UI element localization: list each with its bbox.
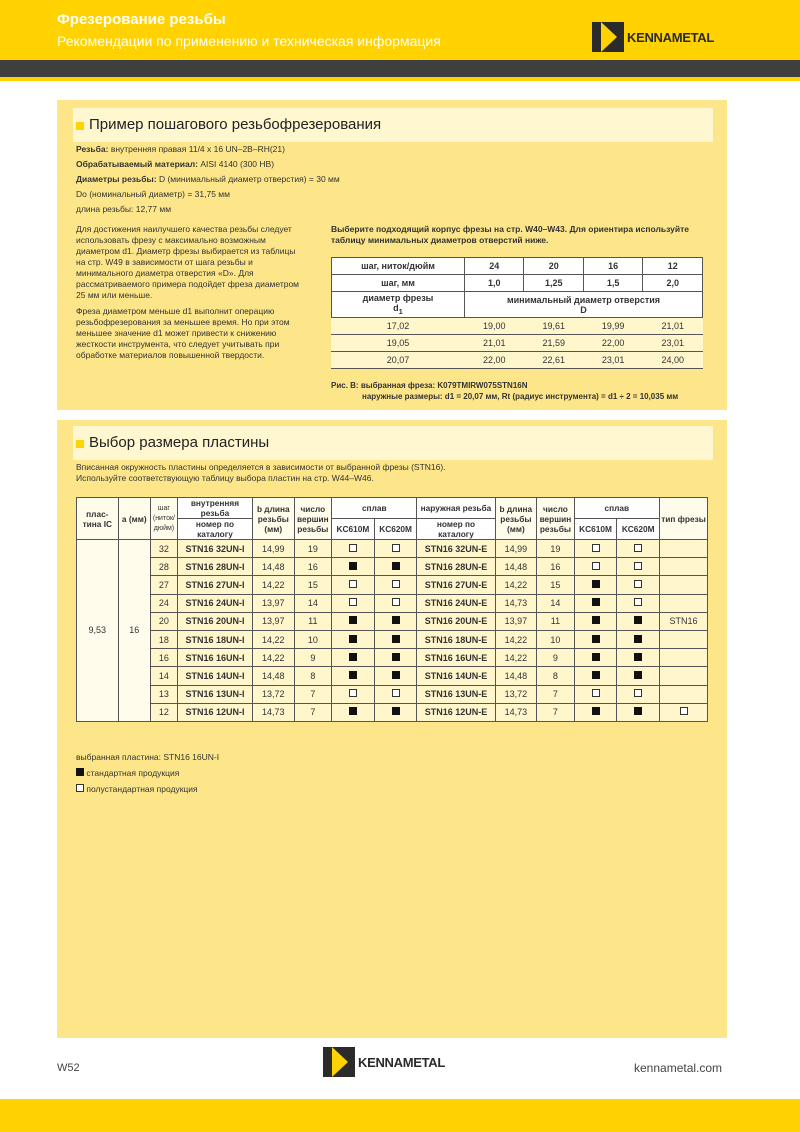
tpi-cell: 12 bbox=[150, 703, 177, 721]
catalog-header: номер по каталогу bbox=[177, 519, 252, 540]
figure-caption: Рис. B: выбранная фреза: K079TMIRW075STN16N bbox=[331, 381, 528, 390]
pitch-cell: 1,5 bbox=[583, 275, 642, 292]
teeth-cell: 7 bbox=[294, 703, 331, 721]
alloy-availability-cell bbox=[574, 630, 617, 648]
internal-thread-header: внутренняя резьба bbox=[177, 498, 252, 519]
length-cell: 13,72 bbox=[252, 685, 294, 703]
filled-square-icon bbox=[634, 671, 642, 679]
teeth-cell: 14 bbox=[294, 594, 331, 612]
table-cell: 19,99 bbox=[583, 318, 642, 335]
section2-intro bbox=[76, 462, 696, 484]
header-text: d bbox=[393, 302, 399, 313]
alloy-availability-cell bbox=[617, 594, 660, 612]
table-cell: 19,00 bbox=[465, 318, 524, 335]
catalog-number-cell: STN16 16UN-I bbox=[177, 649, 252, 667]
alloy-availability-cell bbox=[374, 649, 417, 667]
kc620m-header: KC620M bbox=[617, 519, 660, 540]
alloy-availability-cell bbox=[374, 540, 417, 558]
kennametal-k-icon bbox=[592, 22, 624, 52]
alloy-availability-cell bbox=[617, 630, 660, 648]
pitch-cell: 1,0 bbox=[465, 275, 524, 292]
empty-square-icon bbox=[349, 544, 357, 552]
empty-square-icon bbox=[392, 598, 400, 606]
header-text: диаметр фрезы bbox=[362, 292, 434, 303]
table-cell: 22,61 bbox=[524, 352, 583, 369]
catalog-number-cell: STN16 14UN-I bbox=[177, 667, 252, 685]
alloy-availability-cell bbox=[374, 558, 417, 576]
alloy-availability-cell bbox=[374, 612, 417, 630]
header-stripe bbox=[0, 77, 800, 81]
table-cell: 19,61 bbox=[524, 318, 583, 335]
length-cell: 14,48 bbox=[252, 558, 294, 576]
empty-square-icon bbox=[634, 562, 642, 570]
tpi-cell: 16 bbox=[150, 649, 177, 667]
empty-square-icon bbox=[392, 580, 400, 588]
intro-line: Используйте соответствующую таблицу выбора пластин на стр. W44–W46. bbox=[76, 473, 374, 483]
bullet-square-icon bbox=[76, 440, 84, 448]
filled-square-icon bbox=[392, 616, 400, 624]
external-thread-header: наружная резьба bbox=[417, 498, 495, 519]
min-diameter-table bbox=[331, 257, 703, 369]
catalog-number-cell: STN16 27UN-E bbox=[417, 576, 495, 594]
alloy-availability-cell bbox=[332, 685, 375, 703]
selected-insert-note: выбранная пластина: STN16 16UN-I bbox=[76, 752, 220, 762]
length-cell: 14,73 bbox=[252, 703, 294, 721]
empty-square-icon bbox=[592, 544, 600, 552]
length-cell: 14,22 bbox=[495, 576, 537, 594]
teeth-cell: 16 bbox=[294, 558, 331, 576]
catalog-number-cell: STN16 32UN-E bbox=[417, 540, 495, 558]
filled-square-icon bbox=[349, 653, 357, 661]
alloy-availability-cell bbox=[617, 558, 660, 576]
empty-square-icon bbox=[592, 562, 600, 570]
length-cell: 14,48 bbox=[495, 667, 537, 685]
alloy-availability-cell bbox=[574, 649, 617, 667]
filled-square-icon bbox=[592, 653, 600, 661]
col-teeth-header: число вершин резьбы bbox=[537, 498, 574, 540]
insert-selection-table bbox=[76, 497, 708, 722]
alloy-availability-cell bbox=[332, 667, 375, 685]
col-ic-header: плас-тина IC bbox=[77, 498, 119, 540]
length-cell: 14,99 bbox=[495, 540, 537, 558]
filled-square-icon bbox=[392, 635, 400, 643]
alloy-availability-cell bbox=[332, 703, 375, 721]
alloy-availability-cell bbox=[332, 612, 375, 630]
table-row bbox=[77, 630, 708, 648]
tpi-cell: 16 bbox=[583, 258, 642, 275]
header-title: Фрезерование резьбы bbox=[57, 11, 226, 28]
length-cell: 14,99 bbox=[252, 540, 294, 558]
teeth-cell: 7 bbox=[537, 685, 574, 703]
alloy-availability-cell bbox=[374, 667, 417, 685]
table-intro: Выберите подходящий корпус фрезы на стр. W40–W43. Для ориентира используйте таблицу минимальных диаметров отверстий ниже. bbox=[331, 224, 689, 245]
tpi-cell: 20 bbox=[150, 612, 177, 630]
legend-semistandard bbox=[76, 784, 198, 795]
empty-square-icon bbox=[634, 580, 642, 588]
alloy-availability-cell bbox=[574, 558, 617, 576]
logo-text: KENNAMETAL bbox=[358, 1054, 446, 1070]
col-b-header: b длина резьбы (мм) bbox=[495, 498, 537, 540]
tpi-cell: 32 bbox=[150, 540, 177, 558]
cutter-type-cell bbox=[660, 594, 708, 612]
col-step-header: шаг (ниток/ дюйм) bbox=[150, 498, 177, 540]
table-row bbox=[77, 685, 708, 703]
alloy-availability-cell bbox=[332, 630, 375, 648]
teeth-cell: 11 bbox=[537, 612, 574, 630]
footer-kennametal-logo bbox=[323, 1047, 445, 1077]
length-cell: 14,22 bbox=[252, 576, 294, 594]
alloy-availability-cell bbox=[332, 594, 375, 612]
catalog-number-cell: STN16 32UN-I bbox=[177, 540, 252, 558]
table-row bbox=[77, 558, 708, 576]
footer-band bbox=[0, 1099, 800, 1132]
alloy-availability-cell bbox=[574, 594, 617, 612]
teeth-cell: 7 bbox=[537, 703, 574, 721]
kc610m-header: KC610M bbox=[574, 519, 617, 540]
table-row bbox=[77, 540, 708, 558]
header-subtitle: Рекомендации по применению и техническая информация bbox=[57, 33, 441, 49]
catalog-number-cell: STN16 13UN-I bbox=[177, 685, 252, 703]
table-row bbox=[77, 612, 708, 630]
table-row bbox=[77, 703, 708, 721]
cutter-type-cell bbox=[660, 630, 708, 648]
filled-square-icon bbox=[592, 707, 600, 715]
section2-header bbox=[73, 426, 713, 460]
row-label: шаг, ниток/дюйм bbox=[332, 258, 465, 275]
catalog-number-cell: STN16 20UN-E bbox=[417, 612, 495, 630]
empty-square-icon bbox=[634, 544, 642, 552]
filled-square-icon bbox=[592, 580, 600, 588]
filled-square-icon bbox=[592, 635, 600, 643]
length-cell: 14,48 bbox=[252, 667, 294, 685]
table-row bbox=[77, 667, 708, 685]
length-cell: 14,73 bbox=[495, 703, 537, 721]
tpi-cell: 18 bbox=[150, 630, 177, 648]
empty-square-icon bbox=[349, 689, 357, 697]
row-label: шаг, мм bbox=[332, 275, 465, 292]
ic-cell: 9,53 bbox=[77, 540, 119, 722]
alloy-availability-cell bbox=[617, 576, 660, 594]
tpi-cell: 20 bbox=[524, 258, 583, 275]
filled-square-icon bbox=[634, 653, 642, 661]
empty-square-icon bbox=[634, 598, 642, 606]
alloy-availability-cell bbox=[374, 576, 417, 594]
alloy-availability-cell bbox=[332, 576, 375, 594]
length-cell: 13,97 bbox=[252, 594, 294, 612]
teeth-cell: 15 bbox=[294, 576, 331, 594]
logo-text: KENNAMETAL bbox=[627, 29, 715, 45]
alloy-availability-cell bbox=[374, 594, 417, 612]
empty-square-icon bbox=[592, 689, 600, 697]
bullet-square-icon bbox=[76, 122, 84, 130]
length-cell: 14,22 bbox=[252, 630, 294, 648]
teeth-cell: 14 bbox=[537, 594, 574, 612]
catalog-number-cell: STN16 24UN-I bbox=[177, 594, 252, 612]
teeth-cell: 19 bbox=[537, 540, 574, 558]
filled-square-icon bbox=[349, 635, 357, 643]
thread-specs bbox=[76, 142, 340, 217]
header-subscript: 1 bbox=[398, 306, 403, 316]
catalog-number-cell: STN16 18UN-E bbox=[417, 630, 495, 648]
empty-square-icon bbox=[349, 580, 357, 588]
teeth-cell: 8 bbox=[537, 667, 574, 685]
alloy-availability-cell bbox=[332, 649, 375, 667]
table-cell: 21,01 bbox=[465, 335, 524, 352]
legend-text: полустандартная продукция bbox=[86, 784, 198, 794]
alloy-header: сплав bbox=[332, 498, 417, 519]
catalog-number-cell: STN16 13UN-E bbox=[417, 685, 495, 703]
min-hole-header bbox=[465, 292, 703, 318]
kc610m-header: KC610M bbox=[332, 519, 375, 540]
filled-square-icon bbox=[349, 562, 357, 570]
col-b-header: b длина резьбы (мм) bbox=[252, 498, 294, 540]
empty-square-icon bbox=[634, 689, 642, 697]
col-a-header: a (мм) bbox=[118, 498, 150, 540]
table-cell: 21,59 bbox=[524, 335, 583, 352]
table-cell: 23,01 bbox=[643, 335, 703, 352]
catalog-number-cell: STN16 27UN-I bbox=[177, 576, 252, 594]
empty-square-icon bbox=[76, 784, 84, 792]
filled-square-icon bbox=[349, 671, 357, 679]
figure-caption-2: наружные размеры: d1 = 20,07 мм, Rt (радиус инструмента) = d1 ÷ 2 = 10,035 мм bbox=[362, 392, 679, 401]
cutter-type-cell: STN16 bbox=[660, 612, 708, 630]
filled-square-icon bbox=[592, 671, 600, 679]
cutter-type-cell bbox=[660, 576, 708, 594]
legend-text: стандартная продукция bbox=[86, 768, 180, 778]
pitch-cell: 2,0 bbox=[643, 275, 703, 292]
length-cell: 14,73 bbox=[495, 594, 537, 612]
teeth-cell: 11 bbox=[294, 612, 331, 630]
filled-square-icon bbox=[634, 635, 642, 643]
spec-value: длина резьбы: 12,77 мм bbox=[76, 204, 172, 214]
catalog-number-cell: STN16 16UN-E bbox=[417, 649, 495, 667]
alloy-availability-cell bbox=[617, 685, 660, 703]
cutter-type-cell bbox=[660, 540, 708, 558]
teeth-cell: 16 bbox=[537, 558, 574, 576]
table-row bbox=[77, 649, 708, 667]
alloy-availability-cell bbox=[574, 576, 617, 594]
catalog-header: номер по каталогу bbox=[417, 519, 495, 540]
spec-label: Резьба: bbox=[76, 144, 109, 154]
table-cell: 24,00 bbox=[643, 352, 703, 369]
alloy-availability-cell bbox=[374, 685, 417, 703]
tpi-cell: 12 bbox=[643, 258, 703, 275]
kc620m-header: KC620M bbox=[374, 519, 417, 540]
section2-title: Выбор размера пластины bbox=[89, 434, 270, 451]
filled-square-icon bbox=[349, 707, 357, 715]
length-cell: 14,22 bbox=[252, 649, 294, 667]
length-cell: 13,97 bbox=[495, 612, 537, 630]
teeth-cell: 9 bbox=[294, 649, 331, 667]
catalog-number-cell: STN16 28UN-E bbox=[417, 558, 495, 576]
alloy-availability-cell bbox=[574, 540, 617, 558]
table-cell: 17,02 bbox=[332, 318, 465, 335]
filled-square-icon bbox=[392, 653, 400, 661]
filled-square-icon bbox=[634, 707, 642, 715]
table-row bbox=[77, 576, 708, 594]
empty-square-icon bbox=[392, 544, 400, 552]
teeth-cell: 8 bbox=[294, 667, 331, 685]
alloy-availability-cell bbox=[332, 540, 375, 558]
table-cell: 19,05 bbox=[332, 335, 465, 352]
table-cell: 21,01 bbox=[643, 318, 703, 335]
header-divider bbox=[0, 60, 800, 77]
alloy-availability-cell bbox=[617, 703, 660, 721]
paragraph-1: Для достижения наилучшего качества резьбы следует использовать фрезу с максимально возможным диаметром d1. Диаметр фрезы выбирается из таблицы на стр. W49 в зависимости от шага резьбы и минимального диаметра отверстия «D». Для рассматриваемого примера подойдет фреза диаметром 25 мм или меньше. bbox=[76, 224, 300, 300]
alloy-header: сплав bbox=[574, 498, 659, 519]
catalog-number-cell: STN16 12UN-E bbox=[417, 703, 495, 721]
col-teeth-header: число вершин резьбы bbox=[294, 498, 331, 540]
length-cell: 13,97 bbox=[252, 612, 294, 630]
table-cell: 22,00 bbox=[583, 335, 642, 352]
alloy-availability-cell bbox=[574, 703, 617, 721]
filled-square-icon bbox=[392, 562, 400, 570]
teeth-cell: 15 bbox=[537, 576, 574, 594]
alloy-availability-cell bbox=[374, 630, 417, 648]
col-type-header: тип фрезы bbox=[660, 498, 708, 540]
filled-square-icon bbox=[592, 616, 600, 624]
alloy-availability-cell bbox=[617, 540, 660, 558]
section1-title: Пример пошагового резьбофрезерования bbox=[89, 116, 382, 133]
alloy-availability-cell bbox=[617, 667, 660, 685]
alloy-availability-cell bbox=[660, 703, 708, 721]
kennametal-logo bbox=[592, 22, 714, 52]
alloy-availability-cell bbox=[332, 558, 375, 576]
pitch-cell: 1,25 bbox=[524, 275, 583, 292]
tpi-cell: 24 bbox=[465, 258, 524, 275]
tpi-cell: 13 bbox=[150, 685, 177, 703]
catalog-number-cell: STN16 28UN-I bbox=[177, 558, 252, 576]
catalog-number-cell: STN16 20UN-I bbox=[177, 612, 252, 630]
a-cell: 16 bbox=[118, 540, 150, 722]
empty-square-icon bbox=[349, 598, 357, 606]
alloy-availability-cell bbox=[617, 649, 660, 667]
cutter-type-cell bbox=[660, 558, 708, 576]
cutter-type-cell bbox=[660, 649, 708, 667]
spec-label: Диаметры резьбы: bbox=[76, 174, 157, 184]
cutter-type-cell bbox=[660, 667, 708, 685]
length-cell: 14,22 bbox=[495, 649, 537, 667]
teeth-cell: 7 bbox=[294, 685, 331, 703]
tpi-cell: 27 bbox=[150, 576, 177, 594]
tpi-cell: 24 bbox=[150, 594, 177, 612]
filled-square-icon bbox=[76, 768, 84, 776]
alloy-availability-cell bbox=[574, 685, 617, 703]
legend-standard bbox=[76, 768, 179, 779]
filled-square-icon bbox=[392, 671, 400, 679]
header-text: D bbox=[580, 304, 587, 315]
header-band bbox=[0, 0, 800, 60]
table-cell: 23,01 bbox=[583, 352, 642, 369]
filled-square-icon bbox=[349, 616, 357, 624]
alloy-availability-cell bbox=[374, 703, 417, 721]
table-cell: 22,00 bbox=[465, 352, 524, 369]
empty-square-icon bbox=[392, 689, 400, 697]
tpi-cell: 28 bbox=[150, 558, 177, 576]
filled-square-icon bbox=[392, 707, 400, 715]
alloy-availability-cell bbox=[574, 667, 617, 685]
length-cell: 14,48 bbox=[495, 558, 537, 576]
tpi-cell: 14 bbox=[150, 667, 177, 685]
section1-header bbox=[73, 108, 713, 142]
alloy-availability-cell bbox=[574, 612, 617, 630]
spec-value: D (минимальный диаметр отверстия) = 30 мм bbox=[156, 174, 340, 184]
teeth-cell: 9 bbox=[537, 649, 574, 667]
spec-value: внутренняя правая 11/4 x 16 UN–2B–RH(21) bbox=[108, 144, 285, 154]
intro-line: Вписанная окружность пластины определяется в зависимости от выбранной фрезы (STN16). bbox=[76, 462, 446, 472]
catalog-number-cell: STN16 14UN-E bbox=[417, 667, 495, 685]
header-text: минимальный диаметр отверстия bbox=[506, 294, 661, 305]
paragraph-2: Фреза диаметром меньше d1 выполнит операцию резьбофрезерования за меньшее время. Но при этом меньшее значение d1 может привести к снижению жесткости инструмента, что следует учитывать при обработке материалов повышенной твердости. bbox=[76, 306, 290, 360]
catalog-number-cell: STN16 12UN-I bbox=[177, 703, 252, 721]
length-cell: 14,22 bbox=[495, 630, 537, 648]
filled-square-icon bbox=[634, 616, 642, 624]
alloy-availability-cell bbox=[617, 612, 660, 630]
website-link[interactable]: kennametal.com bbox=[634, 1061, 723, 1075]
kennametal-k-icon bbox=[323, 1047, 355, 1077]
cutter-type-cell bbox=[660, 685, 708, 703]
teeth-cell: 10 bbox=[294, 630, 331, 648]
teeth-cell: 19 bbox=[294, 540, 331, 558]
catalog-number-cell: STN16 18UN-I bbox=[177, 630, 252, 648]
spec-value: AISI 4140 (300 HB) bbox=[197, 159, 275, 169]
spec-label: Обрабатываемый материал: bbox=[76, 159, 198, 169]
filled-square-icon bbox=[592, 598, 600, 606]
table-cell: 20,07 bbox=[332, 352, 465, 369]
length-cell: 13,72 bbox=[495, 685, 537, 703]
teeth-cell: 10 bbox=[537, 630, 574, 648]
page-number: W52 bbox=[57, 1062, 80, 1074]
empty-square-icon bbox=[680, 707, 688, 715]
table-row bbox=[77, 594, 708, 612]
catalog-number-cell: STN16 24UN-E bbox=[417, 594, 495, 612]
spec-value: Do (номинальный диаметр) = 31,75 мм bbox=[76, 189, 230, 199]
cutter-diameter-header bbox=[332, 292, 465, 318]
